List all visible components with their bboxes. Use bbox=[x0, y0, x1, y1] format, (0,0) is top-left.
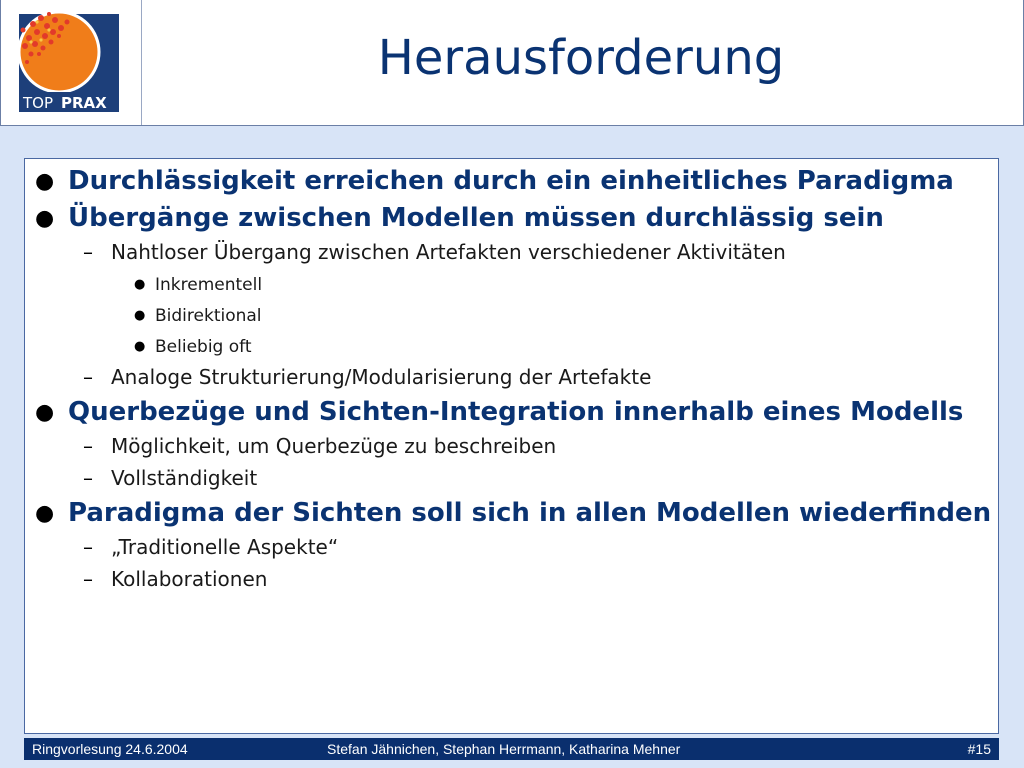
footer-slide-number: #15 bbox=[967, 741, 991, 757]
bullet-list bbox=[25, 167, 998, 592]
sub-bullet-text: Nahtloser Übergang zwischen Artefakten verschiedener Aktivitäten bbox=[111, 240, 786, 264]
dash-icon: – bbox=[83, 466, 93, 490]
slide-title: Herausforderung bbox=[377, 30, 785, 86]
sub-bullet-item bbox=[25, 534, 998, 560]
sub-sub-bullet-item bbox=[25, 274, 998, 296]
dot-icon: ● bbox=[134, 339, 146, 354]
dash-icon: – bbox=[83, 434, 93, 458]
sub-bullet-item bbox=[25, 465, 998, 491]
sub-bullet-item bbox=[25, 364, 998, 390]
bullet-item bbox=[25, 398, 998, 427]
bullet-text: Paradigma der Sichten soll sich in allen Modellen wiederfinden bbox=[68, 498, 992, 528]
sub-bullet-text: Analoge Strukturierung/Modularisierung der Artefakte bbox=[111, 365, 652, 389]
bullet-text: Querbezüge und Sichten-Integration innerhalb eines Modells bbox=[68, 397, 964, 427]
dot-icon: ● bbox=[134, 308, 146, 323]
sub-bullet-text: Möglichkeit, um Querbezüge zu beschreiben bbox=[111, 434, 557, 458]
sub-sub-bullet-text: Beliebig oft bbox=[155, 337, 252, 357]
slide-header bbox=[0, 0, 1024, 126]
bullet-item bbox=[25, 204, 998, 233]
slide-footer bbox=[24, 738, 999, 760]
dot-icon: ● bbox=[134, 277, 146, 292]
slide-content bbox=[24, 158, 999, 734]
sub-sub-bullet-item bbox=[25, 305, 998, 327]
sub-bullet-text: Vollständigkeit bbox=[111, 466, 258, 490]
sub-bullet-item bbox=[25, 239, 998, 265]
bullet-text: Durchlässigkeit erreichen durch ein einheitliches Paradigma bbox=[68, 166, 954, 196]
logo bbox=[1, 0, 142, 125]
dash-icon: – bbox=[83, 567, 93, 591]
sub-bullet-item bbox=[25, 433, 998, 459]
bullet-item bbox=[25, 167, 998, 196]
footer-authors: Stefan Jähnichen, Stephan Herrmann, Katharina Mehner bbox=[327, 741, 681, 757]
sub-sub-bullet-text: Bidirektional bbox=[155, 306, 262, 326]
bullet-icon: ● bbox=[35, 400, 55, 425]
svg-text:PRAX: PRAX bbox=[61, 94, 107, 112]
sub-sub-bullet-item bbox=[25, 336, 998, 358]
footer-event: Ringvorlesung 24.6.2004 bbox=[32, 741, 188, 757]
topprax-logo-icon bbox=[11, 6, 131, 118]
sub-sub-bullet-text: Inkrementell bbox=[155, 275, 263, 295]
bullet-icon: ● bbox=[35, 501, 55, 526]
sub-bullet-text: „Traditionelle Aspekte“ bbox=[111, 535, 339, 559]
svg-text:TOP: TOP bbox=[23, 94, 54, 112]
bullet-item bbox=[25, 499, 998, 528]
dash-icon: – bbox=[83, 240, 93, 264]
bullet-icon: ● bbox=[35, 169, 55, 194]
sub-bullet-text: Kollaborationen bbox=[111, 567, 268, 591]
dash-icon: – bbox=[83, 535, 93, 559]
sub-bullet-item bbox=[25, 566, 998, 592]
bullet-icon: ● bbox=[35, 206, 55, 231]
dash-icon: – bbox=[83, 365, 93, 389]
bullet-text: Übergänge zwischen Modellen müssen durchlässig sein bbox=[68, 203, 884, 233]
